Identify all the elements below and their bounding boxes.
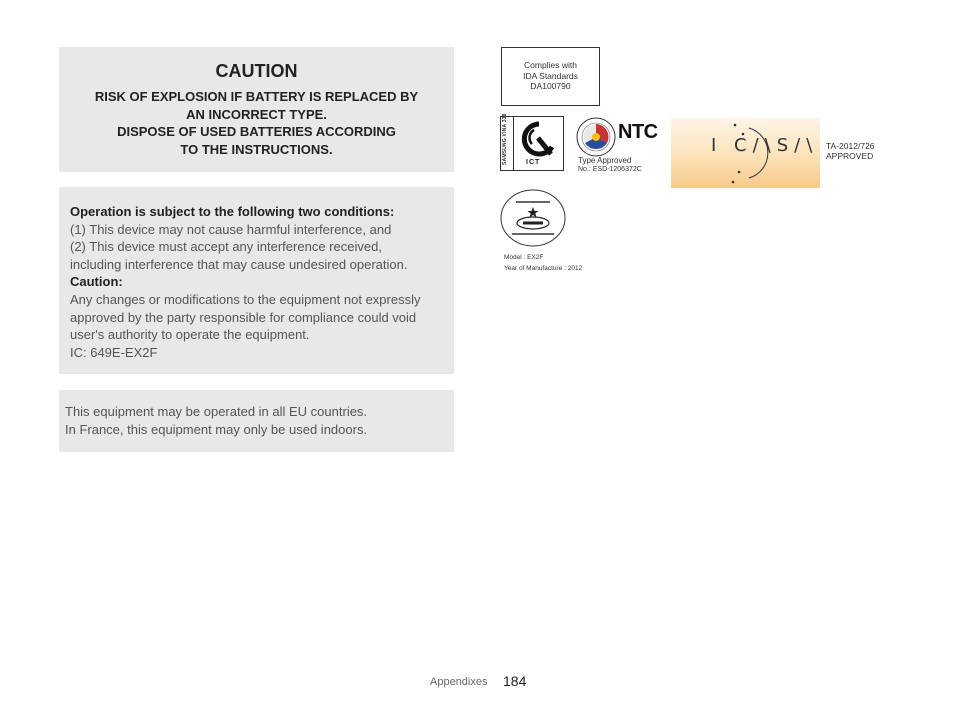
ntc-type-approved: Type Approved — [578, 156, 632, 165]
ida-compliance-box — [501, 47, 600, 106]
footer-section: Appendixes — [430, 676, 488, 688]
ict-logo — [500, 113, 564, 171]
fcc-caution-line: Any changes or modifications to the equipment not expressly — [70, 291, 421, 307]
ict-q-icon — [521, 121, 557, 157]
caution-line: DISPOSE OF USED BATTERIES ACCORDING — [117, 124, 396, 139]
fcc-box — [59, 187, 454, 374]
ida-line: Complies with — [524, 60, 577, 70]
caution-line: TO THE INSTRUCTIONS. — [180, 141, 333, 157]
fcc-caution-label: Caution: — [70, 274, 123, 290]
pta-logo-icon — [500, 189, 566, 247]
ict-label: ICT — [526, 159, 541, 166]
page-number: 184 — [503, 673, 527, 689]
fcc-line: (1) This device may not cause harmful interference, and — [70, 221, 392, 237]
caution-title: CAUTION — [215, 61, 298, 81]
icasa-logo — [671, 118, 820, 188]
eu-line: In France, this equipment may only be used indoors. — [65, 422, 368, 437]
ida-line: IDA Standards — [523, 70, 578, 81]
icasa-approval — [826, 141, 875, 161]
pta-year: Year of Manufacture : 2012 — [504, 265, 583, 272]
pta-model: Model : EX2F — [504, 254, 544, 261]
caution-line: RISK OF EXPLOSION IF BATTERY IS REPLACED BY — [94, 89, 419, 104]
fcc-text — [70, 203, 450, 361]
icasa-logo-text: I C/\S/\ — [711, 135, 819, 156]
eu-box — [59, 390, 454, 452]
fcc-heading: Operation is subject to the following two conditions: — [70, 204, 395, 219]
fcc-caution-line: approved by the party responsible for compliance could void — [70, 309, 417, 325]
caution-box — [59, 47, 454, 172]
ntc-number: No.: ESD-1206372C — [578, 166, 642, 173]
fcc-line: (2) This device must accept any interference received, — [70, 239, 382, 255]
icasa-approval-line: TA-2012/726 — [826, 141, 875, 151]
eu-text — [65, 403, 367, 439]
caution-line: AN INCORRECT TYPE. — [186, 106, 327, 122]
fcc-caution-line: user's authority to operate the equipment. — [70, 327, 310, 343]
eu-line: This equipment may be operated in all EU countries. — [65, 404, 368, 419]
ida-line: DA100790 — [530, 81, 571, 91]
ntc-label: NTC — [618, 121, 658, 143]
fcc-ic-number: IC: 649E-EX2F — [70, 344, 158, 360]
icasa-approval-line: APPROVED — [826, 151, 874, 161]
ict-side-text: SAMSUNG VINA 338 — [502, 113, 508, 165]
fcc-line: including interference that may cause undesired operation. — [70, 256, 408, 272]
ntc-seal-icon — [576, 117, 616, 157]
